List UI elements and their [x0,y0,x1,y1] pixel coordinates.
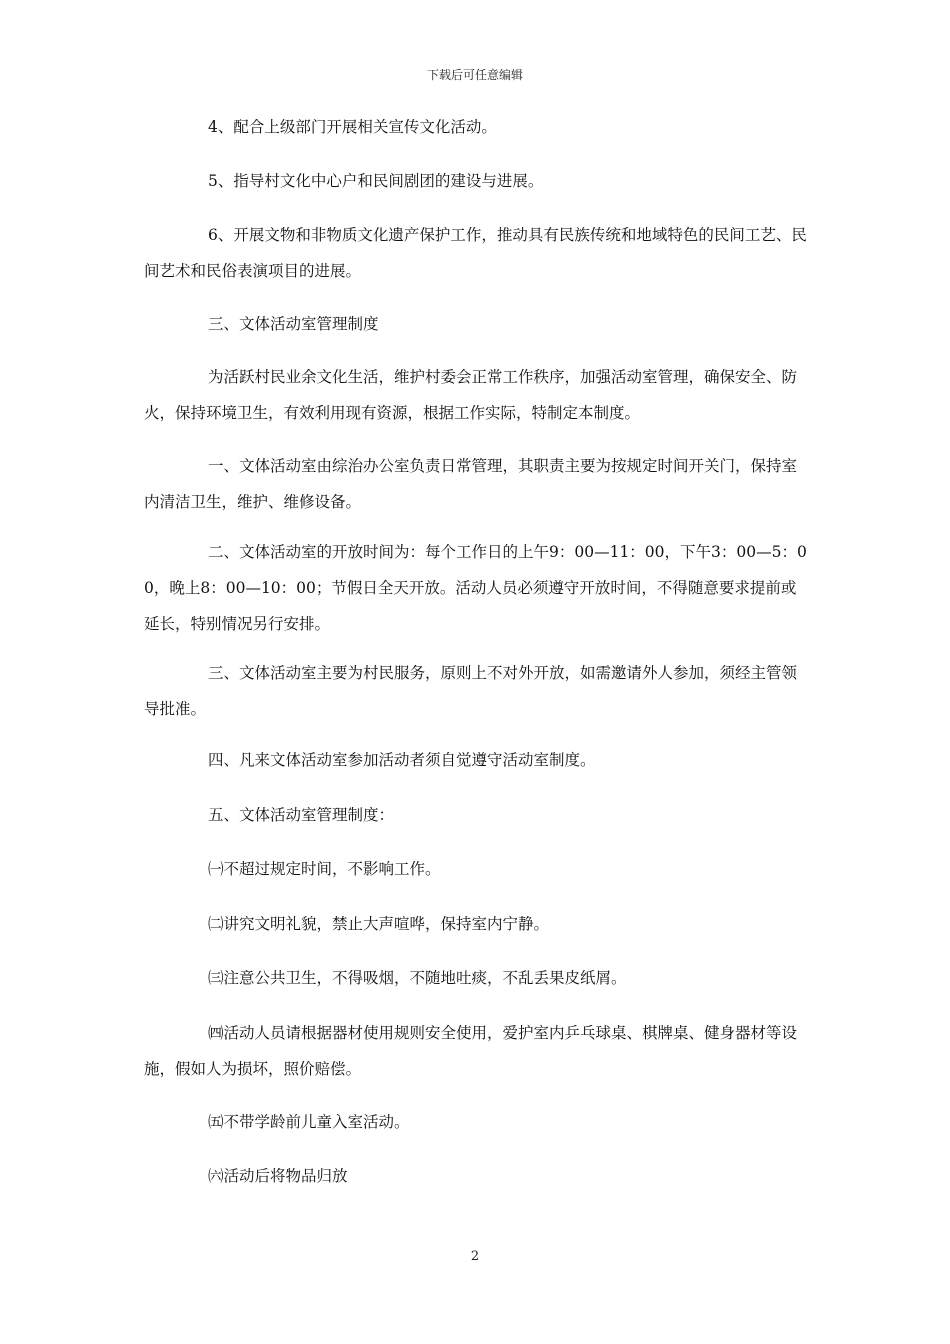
rule-paragraph-4: 四、凡来文体活动室参加活动者须自觉遵守活动室制度。 [208,751,596,769]
section-heading: 三、文体活动室管理制度 [208,315,379,333]
sub-rule-2: ㈡讲究文明礼貌，禁止大声喧哗，保持室内宁静。 [208,915,550,933]
page-header: 下载后可任意编辑 [426,68,523,82]
paragraph-item-5: 5、指导村文化中心户和民间剧团的建设与进展。 [208,172,544,190]
page-number: 2 [470,1249,480,1264]
sub-rule-4: ㈣活动人员请根据器材使用规则安全使用，爱护室内乒乓球桌、棋牌桌、健身器材等设施，假如人为损坏，照价赔偿。 [144,1024,798,1078]
sub-rule-6: ㈥活动后将物品归放 [208,1167,348,1185]
paragraph-item-6: 6、开展文物和非物质文化遗产保护工作，推动具有民族传统和地域特色的民间工艺、民间艺术和民俗表演项目的进展。 [144,226,807,280]
rule-paragraph-2: 二、文体活动室的开放时间为：每个工作日的上午9：00—11：00，下午3：00—5：00，晚上8：00—10：00；节假日全天开放。活动人员必须遵守开放时间，不得随意要求提前或延长，特别情况另行安排。 [144,543,807,633]
sub-rule-3: ㈢注意公共卫生，不得吸烟，不随地吐痰，不乱丢果皮纸屑。 [208,969,627,987]
intro-paragraph: 为活跃村民业余文化生活，维护村委会正常工作秩序，加强活动室管理，确保安全、防火，保持环境卫生，有效利用现有资源，根据工作实际，特制定本制度。 [144,368,798,422]
sub-rule-5: ㈤不带学龄前儿童入室活动。 [208,1113,410,1131]
rule-paragraph-3: 三、文体活动室主要为村民服务，原则上不对外开放，如需邀请外人参加，须经主管领导批准。 [144,664,798,718]
paragraph-item-4: 4、配合上级部门开展相关宣传文化活动。 [208,118,497,136]
rule-paragraph-1: 一、文体活动室由综治办公室负责日常管理，其职责主要为按规定时间开关门，保持室内清洁卫生，维护、维修设备。 [144,457,798,511]
rule-paragraph-5: 五、文体活动室管理制度： [208,806,395,824]
sub-rule-1: ㈠不超过规定时间，不影响工作。 [208,860,441,878]
